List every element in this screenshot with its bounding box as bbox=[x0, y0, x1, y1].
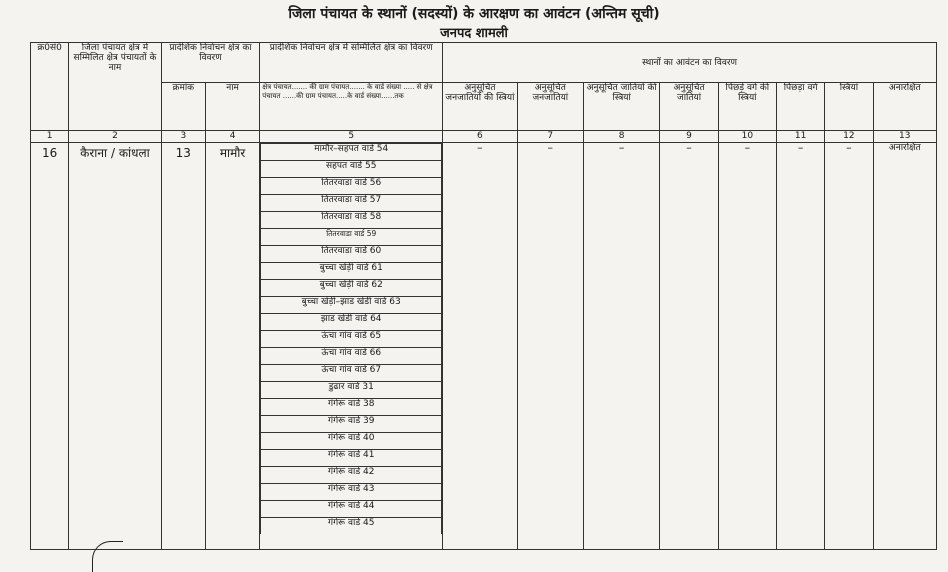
header-sc-women: अनुसूचित जातियों की स्त्रियां bbox=[583, 83, 659, 131]
row-zp-area: कैराना / कांधला bbox=[69, 143, 162, 550]
column-number: 11 bbox=[777, 131, 825, 143]
header-wards-desc: क्षेत्र पंचायत....... की ग्राम पंचायत....... के वार्ड संख्या ..... से क्षेत्र पंचायत ......की ग्राम पंचायत.....के वार्ड संख्या......तक bbox=[260, 83, 443, 131]
header-obc-women: पिछड़े वर्ग की स्त्रियां bbox=[718, 83, 776, 131]
header-zp-area: जिला पंचायत क्षेत्र में सम्मिलित क्षेत्र पंचायतों के नाम bbox=[69, 43, 162, 131]
ward-item: बुच्चा खेड़ी वार्ड 62 bbox=[261, 280, 442, 297]
header-unreserved: अनारक्षित bbox=[873, 83, 937, 131]
ward-item: डुढार वार्ड 31 bbox=[261, 382, 442, 399]
ward-item: सहपत वार्ड 55 bbox=[261, 161, 442, 178]
row-obc: – bbox=[777, 143, 825, 550]
header-serial: क्र0सं0 bbox=[31, 43, 69, 131]
row-obc-women: – bbox=[718, 143, 776, 550]
ward-item: तितरवाडा वार्ड 60 bbox=[261, 246, 442, 263]
row-sc: – bbox=[660, 143, 718, 550]
ward-item: गंगेरू वार्ड 38 bbox=[261, 399, 442, 416]
ward-item: गंगेरू वार्ड 42 bbox=[261, 467, 442, 484]
header-women: स्त्रियां bbox=[825, 83, 873, 131]
ward-item: गंगेरू वार्ड 40 bbox=[261, 433, 442, 450]
column-number: 12 bbox=[825, 131, 873, 143]
column-number: 8 bbox=[583, 131, 659, 143]
header-included-area: प्रादेशिक निर्वाचन क्षेत्र में सम्मिलित क्षेत्र का विवरण bbox=[260, 43, 443, 83]
header-st-women: अनुसूचित जनजातियों की स्त्रियां bbox=[443, 83, 517, 131]
row-wards bbox=[260, 143, 443, 550]
row-sc-women: – bbox=[583, 143, 659, 550]
district-subtitle: जनपद शामली bbox=[440, 26, 508, 41]
ward-item: ऊंचा गांव वार्ड 65 bbox=[261, 331, 442, 348]
page-title: जिला पंचायत के स्थानों (सदस्यों) के आरक्षण का आवंटन (अन्तिम सूची) bbox=[288, 6, 660, 22]
ward-item: गंगेरू वार्ड 43 bbox=[261, 484, 442, 501]
ward-item: तितरवाडा वार्ड 59 bbox=[261, 229, 442, 246]
row-st: – bbox=[517, 143, 583, 550]
row-serial: 16 bbox=[31, 143, 69, 550]
ward-item: झाड खेडी वार्ड 64 bbox=[261, 314, 442, 331]
header-st: अनुसूचित जनजातियां bbox=[517, 83, 583, 131]
column-number: 13 bbox=[873, 131, 937, 143]
row-naam: मामौर bbox=[205, 143, 259, 550]
ward-item: ऊंचा गांव वार्ड 66 bbox=[261, 348, 442, 365]
ward-item: बुच्चा खेड़ी–झाड खेडी वार्ड 63 bbox=[261, 297, 442, 314]
ward-item: तितरवाडा वार्ड 58 bbox=[261, 212, 442, 229]
row-st-women: – bbox=[443, 143, 517, 550]
column-number: 6 bbox=[443, 131, 517, 143]
column-number: 5 bbox=[260, 131, 443, 143]
row-unreserved: अनारक्षित bbox=[873, 143, 937, 550]
ward-item: तितरवाडा वार्ड 56 bbox=[261, 178, 442, 195]
header-obc: पिछड़ा वर्ग bbox=[777, 83, 825, 131]
ward-item: बुच्चा खेड़ी वार्ड 61 bbox=[261, 263, 442, 280]
ward-item: गंगेरू वार्ड 39 bbox=[261, 416, 442, 433]
header-allocation: स्थानों का आवंटन का विवरण bbox=[443, 43, 937, 83]
ward-item: गंगेरू वार्ड 41 bbox=[261, 450, 442, 467]
ward-list bbox=[260, 143, 442, 534]
ward-item: गंगेरू वार्ड 45 bbox=[261, 518, 442, 535]
header-kramank: क्रमांक bbox=[161, 83, 205, 131]
column-number: 3 bbox=[161, 131, 205, 143]
column-number: 4 bbox=[205, 131, 259, 143]
signature-mark bbox=[92, 541, 123, 572]
column-number: 1 bbox=[31, 131, 69, 143]
header-naam: नाम bbox=[205, 83, 259, 131]
ward-item: गंगेरू वार्ड 44 bbox=[261, 501, 442, 518]
ward-item: ऊंचा गांव वार्ड 67 bbox=[261, 365, 442, 382]
header-sc: अनुसूचित जातियां bbox=[660, 83, 718, 131]
column-number: 9 bbox=[660, 131, 718, 143]
column-number: 2 bbox=[69, 131, 162, 143]
header-constituency: प्रादेशिक निर्वाचन क्षेत्र का विवरण bbox=[161, 43, 260, 83]
row-kramank: 13 bbox=[161, 143, 205, 550]
reservation-table bbox=[30, 42, 937, 550]
column-number: 7 bbox=[517, 131, 583, 143]
ward-item: मामौर–सहपत वार्ड 54 bbox=[261, 144, 442, 161]
column-number: 10 bbox=[718, 131, 776, 143]
ward-item: तितरवाडा वार्ड 57 bbox=[261, 195, 442, 212]
row-women: – bbox=[825, 143, 873, 550]
